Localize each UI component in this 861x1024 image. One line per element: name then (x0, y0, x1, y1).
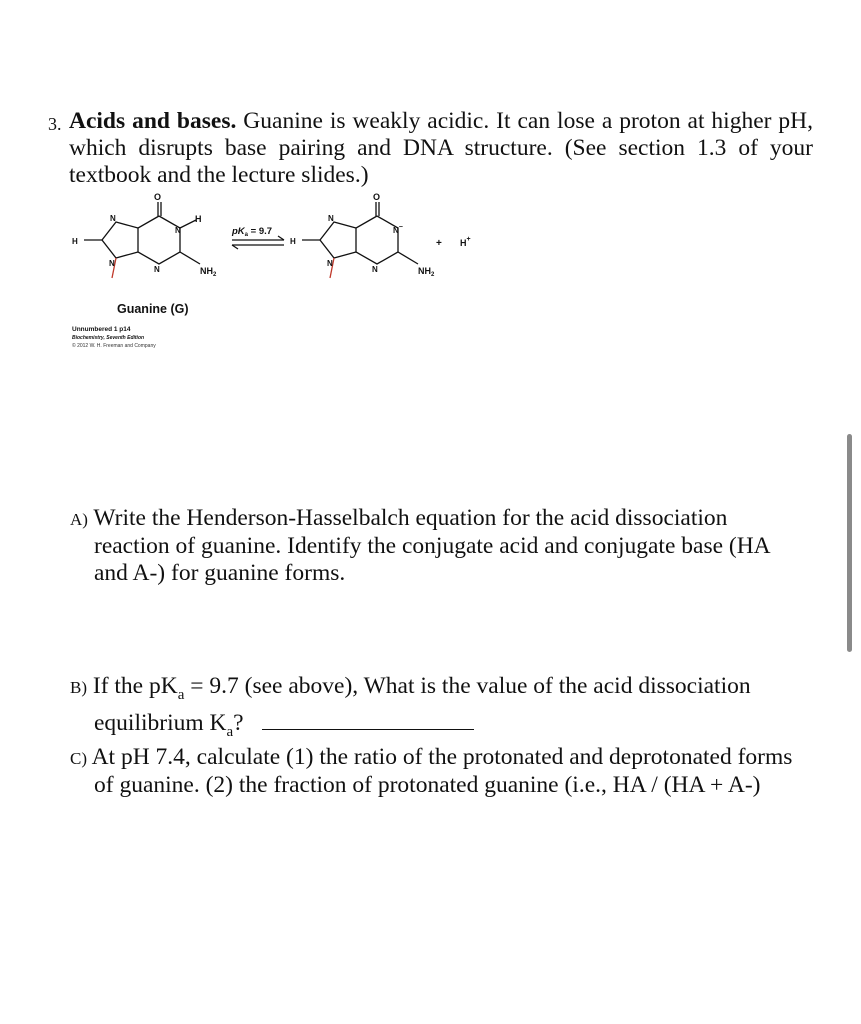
atom-n7-left: N (110, 214, 116, 223)
scrollbar-thumb[interactable] (847, 434, 852, 652)
atom-o-left: O (154, 192, 162, 202)
question-3 (48, 108, 813, 189)
guanine-molecule (84, 202, 200, 264)
deprotonated-guanine-molecule (302, 202, 418, 264)
pka-label: $pK_a = 9.7$ (232, 226, 273, 238)
atom-n7-right: N (328, 214, 334, 223)
figure-credit (72, 326, 156, 350)
part-b-line-2: equilibrium $K_a$? (70, 709, 830, 746)
part-a-line-3: and A-) for guanine forms. (94, 560, 346, 586)
question-body: Guanine is weakly acidic. It can lose a proton at higher pH, which disrupts base pairing and DNA structure. (See section 1.3 of your textbook and the lecture slides.) (69, 108, 813, 188)
question-text (69, 108, 813, 189)
answer-blank[interactable] (262, 709, 474, 730)
question-number: 3. (48, 114, 62, 134)
reaction-diagram (62, 188, 502, 298)
question-title: Acids and bases. (69, 108, 237, 134)
atom-n3-left: N (154, 265, 160, 274)
nh2-left: $NH_2$ (200, 266, 217, 278)
part-b-label: B) (70, 678, 87, 697)
atom-h1-left: H (195, 214, 202, 224)
equilibrium-arrows (232, 236, 284, 249)
atom-n9-right: N (327, 259, 333, 268)
part-a-line-2: reaction of guanine. Identify the conjugate acid and conjugate base (HA (94, 533, 771, 559)
atom-o-right: O (373, 192, 381, 202)
part-b-line-1: B) If the $pK_a = 9.7$ (see above), What is the value of the acid dissociation (70, 673, 751, 703)
credit-line-1: Unnumbered 1 p14 (72, 326, 131, 333)
atom-n9-left: N (109, 259, 115, 268)
proton: H+ (460, 236, 471, 248)
part-a (70, 505, 800, 587)
part-a-line-1: A) Write the Henderson-Hasselbalch equation for the acid dissociation (70, 505, 728, 531)
molecule-name: Guanine (G) (117, 302, 189, 316)
atom-n3-right: N (372, 265, 378, 274)
part-a-label: A) (70, 510, 88, 529)
nh2-right: $NH_2$ (418, 266, 435, 278)
plus-sign: + (436, 238, 442, 249)
atom-n1-right: N− (393, 224, 403, 235)
atom-h8-right: H (290, 237, 296, 246)
atom-n1-left: N (175, 226, 181, 235)
atom-h8-left: H (72, 237, 78, 246)
part-c-line-2: of guanine. (2) the fraction of protonated guanine (i.e., HA / (HA + A-) (94, 772, 761, 798)
credit-line-3: © 2012 W. H. Freeman and Company (72, 343, 156, 349)
guanine-dissociation-figure (62, 188, 502, 358)
credit-line-2: Biochemistry, Seventh Edition (72, 335, 145, 341)
part-b (70, 673, 830, 746)
part-c-line-1: C) At pH 7.4, calculate (1) the ratio of the protonated and deprotonated forms (70, 744, 793, 770)
part-c-label: C) (70, 749, 87, 768)
part-c (70, 744, 830, 799)
